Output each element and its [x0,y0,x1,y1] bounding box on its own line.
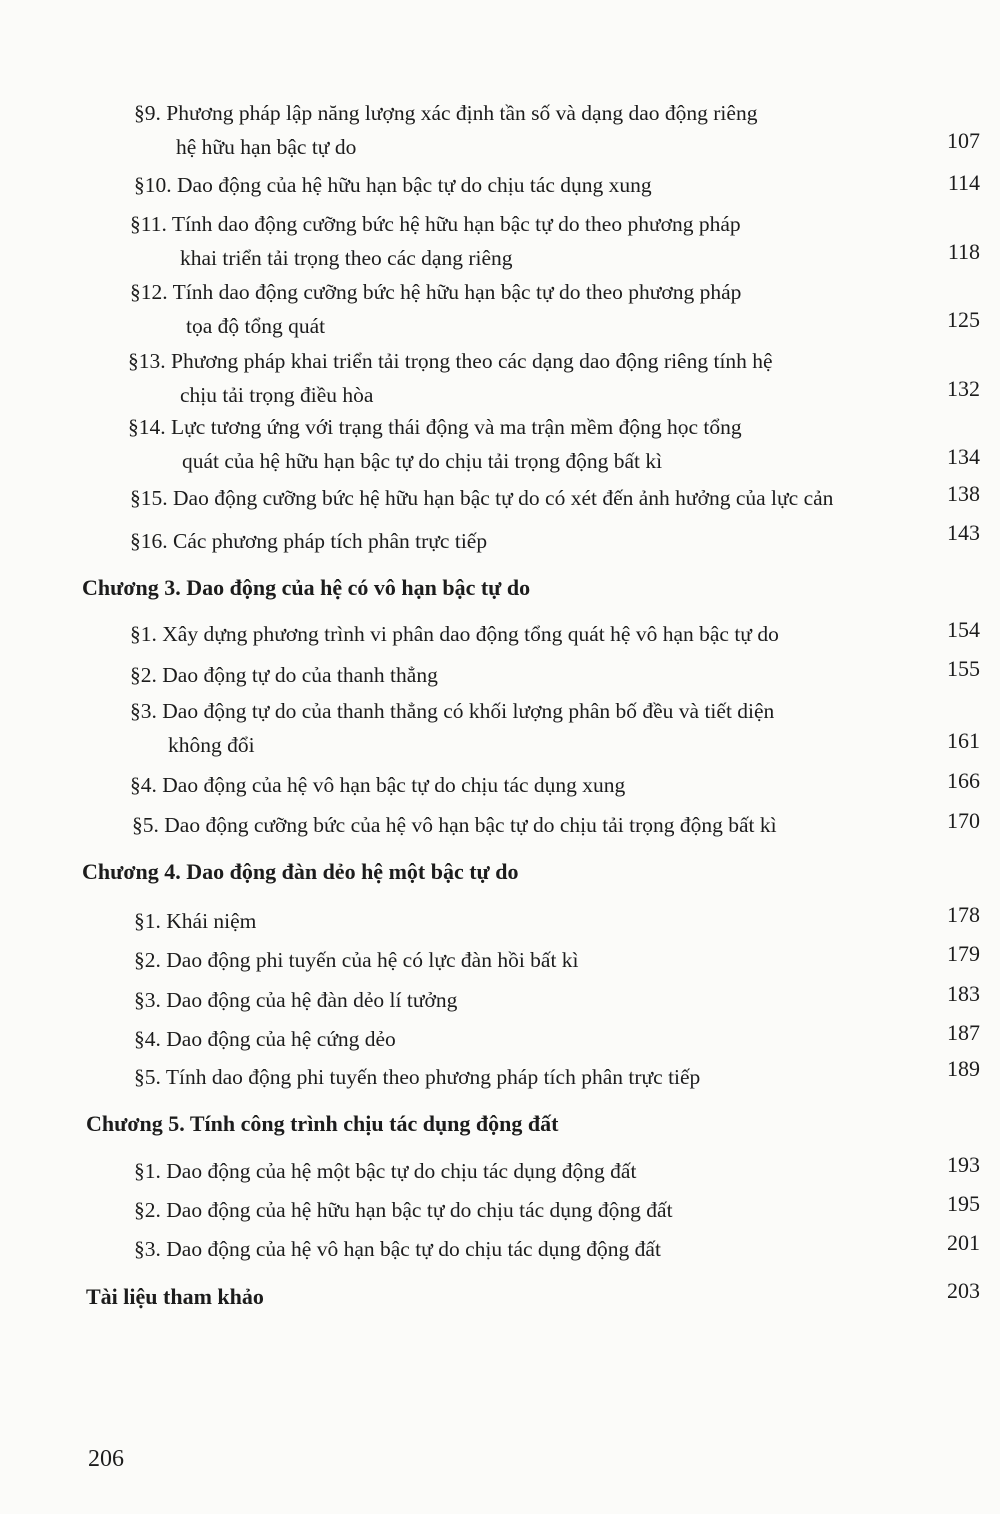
toc-page-number: 183 [947,981,980,1006]
toc-entry-title: §9. Phương pháp lập năng lượng xác định tần số và dạng dao động riêng [134,101,758,125]
toc-entry-title: §1. Khái niệm [134,909,257,933]
toc-entry [0,617,1000,651]
toc-page-number: 201 [947,1230,980,1255]
toc-page-number: 187 [947,1020,980,1045]
toc-page-number: 134 [947,444,980,469]
toc-entry [0,481,1000,515]
toc-page-number: 193 [947,1152,980,1177]
toc-entry-title: §1. Xây dựng phương trình vi phân dao động tổng quát hệ vô hạn bậc tự do [130,622,779,646]
toc-entry-title: §13. Phương pháp khai triển tải trọng theo các dạng dao động riêng tính hệ [128,349,773,373]
toc-entry-title: §3. Dao động tự do của thanh thẳng có khối lượng phân bố đều và tiết diện [130,699,775,723]
toc-entry [0,983,1000,1017]
page-number: 206 [88,1446,124,1472]
toc-entry [0,768,1000,802]
toc-entry [0,1193,1000,1227]
toc-entry-title: §4. Dao động của hệ cứng dẻo [134,1027,396,1051]
toc-entry [0,1022,1000,1056]
toc-entry [0,694,1000,762]
toc-entry [0,1232,1000,1266]
toc-entry [0,658,1000,692]
toc-entry-title: §2. Dao động tự do của thanh thẳng [130,663,438,687]
chapter-heading: Chương 4. Dao động đàn dẻo hệ một bậc tự do [82,859,519,884]
references-page-number: 203 [947,1278,980,1303]
chapter-heading: Chương 3. Dao động của hệ có vô hạn bậc tự do [82,575,531,600]
toc-entry-title-cont: quát của hệ hữu hạn bậc tự do chịu tải trọng động bất kì [182,449,663,473]
toc-page-number: 155 [947,656,980,681]
toc-entry-title: §5. Dao động cưỡng bức của hệ vô hạn bậc tự do chịu tải trọng động bất kì [132,813,777,837]
toc-entry-title: §3. Dao động của hệ vô hạn bậc tự do chịu tác dụng động đất [134,1237,661,1261]
toc-entry [0,1154,1000,1188]
toc-page-number: 132 [947,376,980,401]
chapter-heading: Chương 5. Tính công trình chịu tác dụng động đất [86,1111,559,1136]
toc-entry [0,520,1000,558]
toc-page-number: 125 [947,307,980,332]
toc-entry-title-cont: không đổi [168,733,255,757]
toc-entry-title: §10. Dao động của hệ hữu hạn bậc tự do chịu tác dụng xung [134,173,652,197]
toc-entry [0,410,1000,478]
toc-entry-title-cont: khai triển tải trọng theo các dạng riêng [180,246,513,270]
references-heading [86,1280,1000,1314]
toc-page-number: 170 [947,808,980,833]
toc-entry-title: §16. Các phương pháp tích phân trực tiếp [130,529,488,553]
toc-page-number: 107 [947,128,980,153]
toc-entry-title: §2. Dao động phi tuyến của hệ có lực đàn hồi bất kì [134,948,579,972]
toc-entry [0,943,1000,977]
toc-entry [0,275,1000,343]
toc-page-number: 154 [947,617,980,642]
toc-entry-title: §1. Dao động của hệ một bậc tự do chịu tác dụng động đất [134,1159,637,1183]
toc-entry [0,207,1000,275]
toc-page-number: 118 [947,239,980,264]
toc-entry [0,344,1000,412]
toc-entry [0,168,1000,202]
toc-entry-title: §3. Dao động của hệ đàn dẻo lí tưởng [134,988,458,1012]
toc-entry-title: §2. Dao động của hệ hữu hạn bậc tự do chịu tác dụng động đất [134,1198,673,1222]
toc-entry-title-cont: tọa độ tổng quát [186,314,326,338]
toc-page-number: 161 [947,728,980,753]
toc-entry-title: §12. Tính dao động cưỡng bức hệ hữu hạn bậc tự do theo phương pháp [130,280,742,304]
toc-entry [0,1056,1000,1094]
toc-page-number: 138 [947,481,980,506]
toc-entry-title-cont: chịu tải trọng điều hòa [180,383,374,407]
toc-page-number: 166 [947,768,980,793]
toc-page-number: 114 [947,170,980,195]
toc-entry-title: §14. Lực tương ứng với trạng thái động và ma trận mềm động học tổng [128,415,742,439]
toc-page-number: 179 [947,941,980,966]
toc-entry-title-cont: hệ hữu hạn bậc tự do [176,135,357,159]
toc-page-number: 143 [947,520,980,545]
toc-entry-title: §15. Dao động cưỡng bức hệ hữu hạn bậc tự do có xét đến ảnh hưởng của lực cản [130,486,834,510]
toc-page-number: 195 [947,1191,980,1216]
toc-entry [0,904,1000,938]
toc-entry-title: §5. Tính dao động phi tuyến theo phương pháp tích phân trực tiếp [134,1065,701,1089]
toc-page-number: 189 [947,1056,980,1081]
toc-page-number: 178 [947,902,980,927]
toc-entry [0,96,1000,164]
toc-entry-title: §11. Tính dao động cưỡng bức hệ hữu hạn bậc tự do theo phương pháp [130,212,741,236]
toc-entry [0,808,1000,842]
references-label: Tài liệu tham khảo [86,1284,264,1309]
toc-entry-title: §4. Dao động của hệ vô hạn bậc tự do chịu tác dụng xung [130,773,626,797]
